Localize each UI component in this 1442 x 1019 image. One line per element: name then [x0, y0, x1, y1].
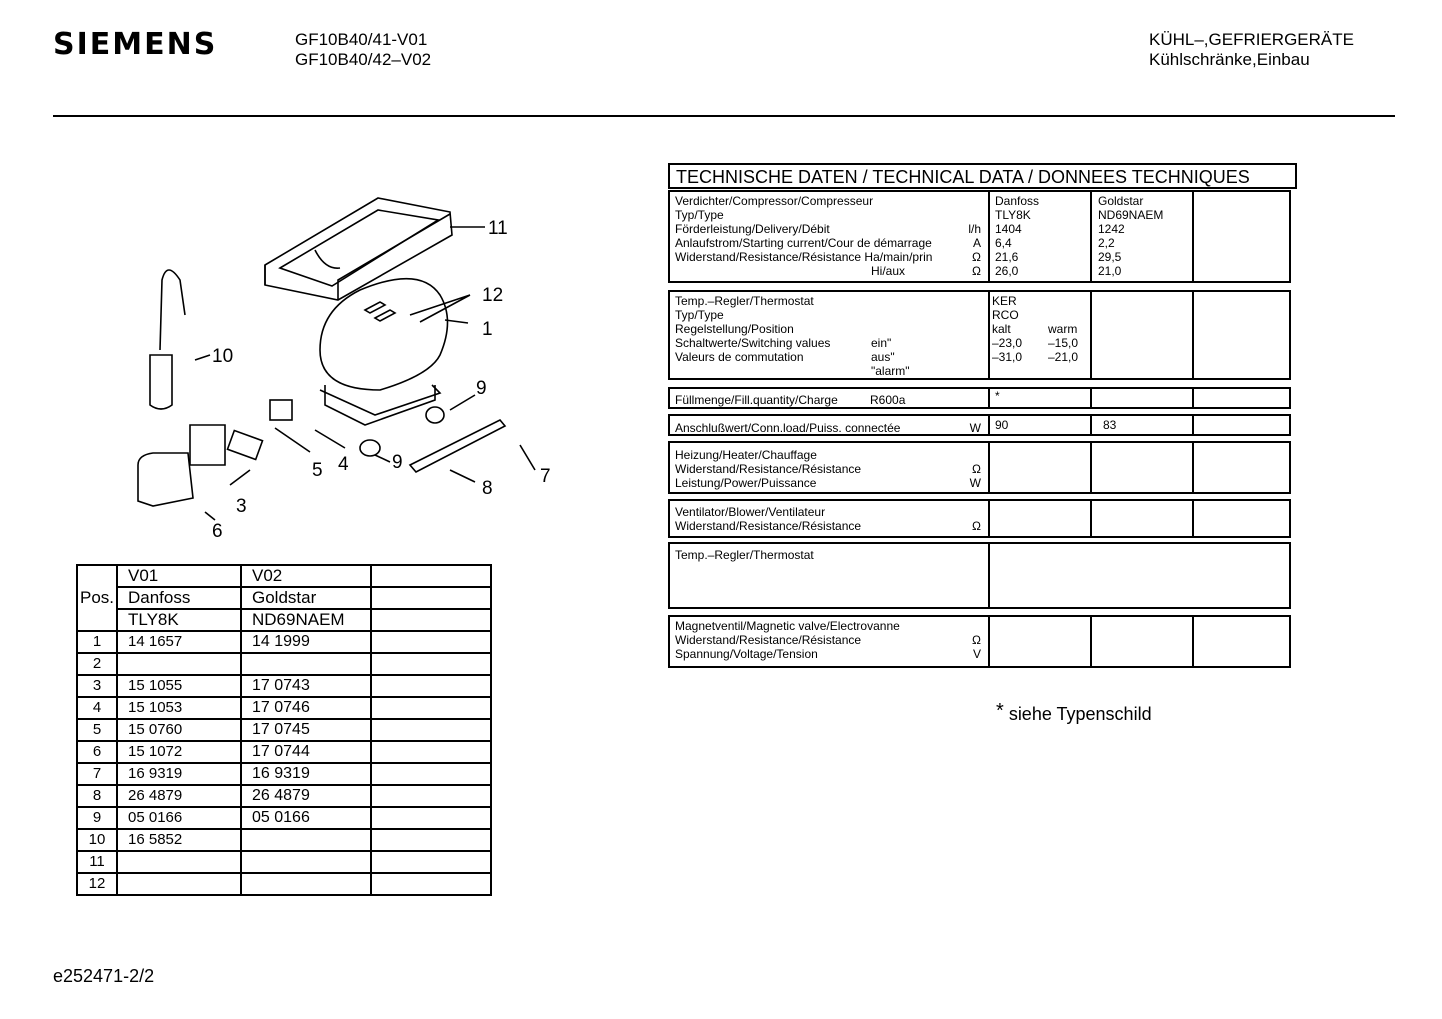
- model-2: GF10B40/42–V02: [295, 50, 432, 69]
- blower-block: Ventilator/Blower/Ventilateur Widerstand/Resistance/Résistance Ω: [668, 499, 1291, 538]
- fill-quantity-block: Füllmenge/Fill.quantity/Charge R600a *: [668, 387, 1291, 409]
- magnetic-valve-block: Magnetventil/Magnetic valve/Electrovanne Widerstand/Resistance/Résistance Ω Spannung/Voltage/Tension V: [668, 615, 1291, 668]
- connected-load-block: Anschlußwert/Conn.load/Puiss. connectée W 90 83: [668, 414, 1291, 436]
- callout-4: 4: [338, 454, 349, 475]
- table-row: 2: [77, 653, 491, 675]
- drip-tray-drawing: [265, 198, 452, 300]
- callout-5: 5: [312, 460, 323, 481]
- callout-7: 7: [540, 466, 551, 487]
- v01-header: V01: [117, 565, 241, 587]
- table-row: 4 15 1053 17 0746: [77, 697, 491, 719]
- maker-2: Goldstar: [241, 587, 371, 609]
- callout-11: 11: [488, 218, 508, 239]
- table-row: 6 15 1072 17 0744: [77, 741, 491, 763]
- table-row: 10 16 5852: [77, 829, 491, 851]
- table-row: 1 14 1657 14 1999: [77, 631, 491, 653]
- table-row: 7 16 9319 16 9319: [77, 763, 491, 785]
- heater-block: Heizung/Heater/Chauffage Widerstand/Resistance/Résistance Ω Leistung/Power/Puissance W: [668, 441, 1291, 494]
- thermostat-values: KER RCO kalt warm –23,0 –15,0 –31,0 –21,0: [992, 294, 1079, 364]
- start-capacitor-drawing: [150, 270, 185, 409]
- table-row: 12: [77, 873, 491, 895]
- callout-3: 3: [236, 496, 247, 517]
- type-2: ND69NAEM: [241, 609, 371, 631]
- thermostat2-block: Temp.–Regler/Thermostat: [668, 542, 1291, 609]
- table-row: 3 15 1055 17 0743: [77, 675, 491, 697]
- brand-logo: SIEMENS: [53, 27, 218, 62]
- model-numbers: [295, 30, 431, 70]
- thermostat-block: Temp.–Regler/Thermostat Typ/Type Regelstellung/Position Schaltwerte/Switching values ein" Valeurs de commutation aus" "alarm" KER RCO kalt warm –23,0 –15,0 –31,0 –21,0: [668, 290, 1291, 380]
- bracket-drawing: [410, 420, 505, 472]
- parts-table: [76, 564, 492, 896]
- pos-header: Pos.: [77, 565, 117, 631]
- callout-9a: 9: [476, 378, 487, 399]
- table-row: 8 26 4879 26 4879: [77, 785, 491, 807]
- cover-drawing: [138, 453, 193, 506]
- header-divider: [53, 115, 1395, 117]
- table-row: 9 05 0166 05 0166: [77, 807, 491, 829]
- compressor-block: Verdichter/Compressor/Compresseur Typ/Type Förderleistung/Delivery/Débit l/h Anlaufstrom/Starting current/Cour de démarrage A Widerstand/Resistance/Résistance Ha/main/prin Ω Hi/aux Ω Danfoss TLY8K 1404 6,4 21,6 26,0 Goldstar ND69NAEM 1242 2,2 29,5 21,0: [668, 190, 1291, 283]
- tech-data-title: TECHNISCHE DATEN / TECHNICAL DATA / DONNEES TECHNIQUES: [668, 163, 1297, 189]
- callout-10: 10: [212, 346, 234, 367]
- document-code: e252471-2/2: [53, 966, 155, 986]
- compressor-values-v02: Goldstar ND69NAEM 1242 2,2 29,5 21,0: [1098, 194, 1164, 278]
- table-row: 11: [77, 851, 491, 873]
- category-1: KÜHL–,GEFRIERGERÄTE: [1149, 30, 1354, 49]
- table-row: 5 15 0760 17 0745: [77, 719, 491, 741]
- category-2: Kühlschränke,Einbau: [1149, 50, 1310, 69]
- relay-drawing: [190, 425, 225, 465]
- callout-1: 1: [482, 319, 493, 340]
- maker-1: Danfoss: [117, 587, 241, 609]
- v02-header: V02: [241, 565, 371, 587]
- callout-6: 6: [212, 521, 223, 542]
- callout-8: 8: [482, 478, 493, 499]
- grommet-drawing: [360, 440, 380, 456]
- callout-12: 12: [482, 285, 504, 306]
- exploded-parts-drawing: [120, 190, 560, 550]
- callout-9b: 9: [392, 452, 403, 473]
- nameplate-note: * siehe Typenschild: [996, 700, 1152, 724]
- compressor-drawing: [320, 279, 448, 425]
- compressor-values-v01: Danfoss TLY8K 1404 6,4 21,6 26,0: [995, 194, 1040, 278]
- type-1: TLY8K: [117, 609, 241, 631]
- model-1: GF10B40/41-V01: [295, 30, 428, 49]
- terminal-block-drawing: [270, 400, 292, 420]
- category: [1149, 30, 1354, 70]
